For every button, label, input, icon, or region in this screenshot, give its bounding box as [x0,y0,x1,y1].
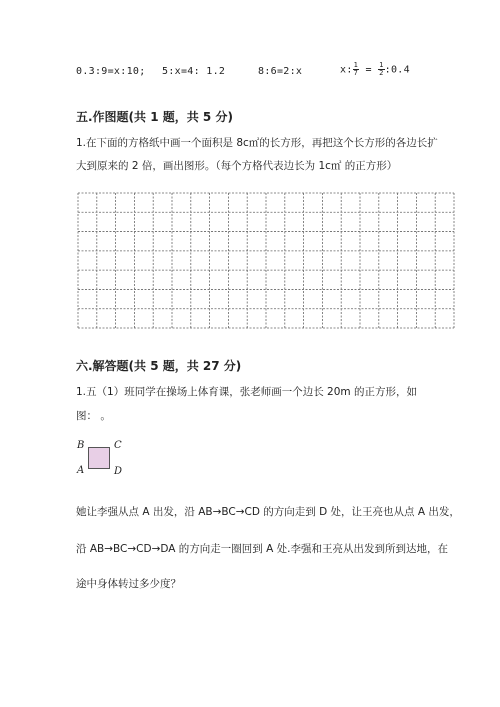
fraction-1-denominator: 7 [353,69,359,77]
label-d: D [114,466,123,477]
section-6-question-1-line-2: 图： 。 [76,410,111,422]
square-figure [88,447,110,469]
fraction-1-numerator: 1 [353,61,359,69]
label-b: B [77,440,85,451]
section-6-question-1-line-5: 途中身体转过多少度？ [76,578,181,590]
fraction-2-denominator: 2 [379,69,384,77]
equation-1: 0.3:9=x:10; [76,66,146,77]
equation-4-equals: = [359,64,379,76]
section-6-question-1-line-1: 1.五（1）班同学在操场上体育课，张老师画一个边长 20m 的正方形，如 [76,386,417,398]
equation-4-suffix: :0.4 [384,64,410,76]
section-5-question-1-line-2: 大到原来的 2 倍，画出图形。（每个方格代表边长为 1c㎡ 的正方形） [76,160,398,172]
section-6-question-1-line-3: 她让李强从点 A 出发，沿 AB→BC→CD 的方向走到 D 处，让王亮也从点 A 出发， [76,506,460,518]
equation-4-prefix: x: [340,64,353,76]
fraction-2-numerator: 1 [379,61,384,69]
equation-4 [340,62,410,77]
section-6-heading: 六.解答题(共 5 题，共 27 分) [76,359,242,373]
equation-3: 8:6=2:x [258,66,303,77]
label-a: A [77,465,85,476]
section-5-question-1-line-1: 1.在下面的方格纸中画一个面积是 8c㎡的长方形，再把这个长方形的各边长扩 [76,137,438,149]
section-6-question-1-line-4: 沿 AB→BC→CD→DA 的方向走一圈回到 A 处.李强和王亮从出发到所到达地，在 [76,543,449,555]
dashed-grid[interactable] [77,192,455,329]
equation-2: 5:x=4: 1.2 [162,66,226,77]
section-5-heading: 五.作图题(共 1 题，共 5 分) [76,110,233,124]
label-c: C [114,440,122,451]
